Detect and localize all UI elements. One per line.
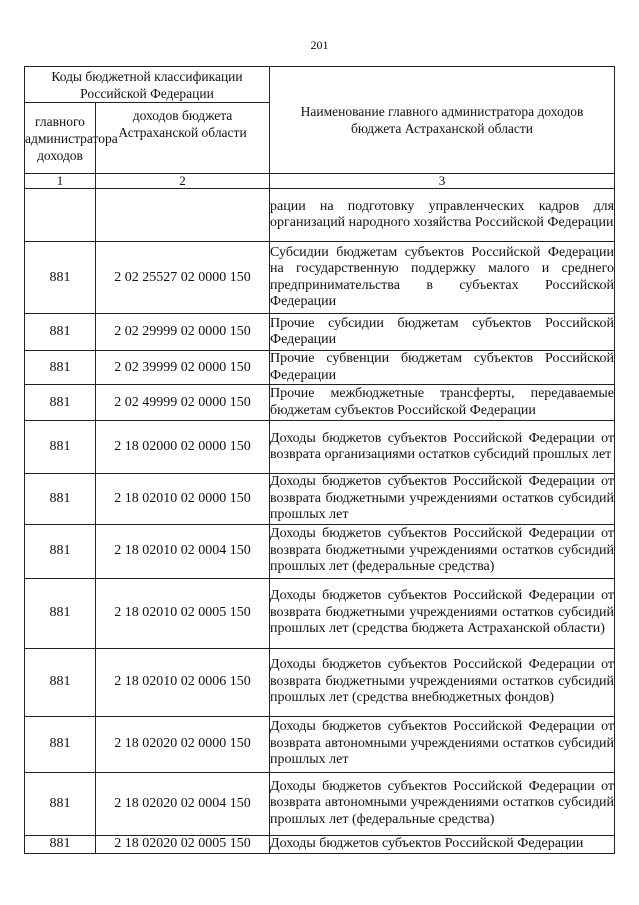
income-code-cell: 2 18 02020 02 0004 150 bbox=[96, 772, 270, 835]
income-code-cell: 2 18 02010 02 0004 150 bbox=[96, 524, 270, 578]
income-name-cell: Доходы бюджетов субъектов Российской Федерации от возврата бюджетными учреждениями остатков субсидий прошлых лет (средства внебюджетных фондов) bbox=[270, 648, 615, 716]
admin-code-cell: 881 bbox=[25, 835, 96, 853]
income-code-cell bbox=[96, 189, 270, 242]
table-row bbox=[25, 242, 615, 314]
admin-code-cell bbox=[25, 189, 96, 242]
table-row bbox=[25, 772, 615, 835]
income-name-cell: Доходы бюджетов субъектов Российской Федерации от возврата бюджетными учреждениями остатков субсидий прошлых лет (федеральные средства) bbox=[270, 524, 615, 578]
income-code-cell: 2 18 02010 02 0006 150 bbox=[96, 648, 270, 716]
income-name-cell: Доходы бюджетов субъектов Российской Федерации от возврата бюджетными учреждениями остатков субсидий прошлых лет bbox=[270, 474, 615, 522]
table-row bbox=[25, 421, 615, 474]
income-name-cell: рации на подготовку управленческих кадров для организаций народного хозяйства Российской Федерации bbox=[270, 189, 615, 242]
admin-code-cell: 881 bbox=[25, 314, 96, 351]
table-row bbox=[25, 835, 615, 853]
header-admin-column: главного администратора доходов bbox=[25, 103, 96, 174]
income-code-cell: 2 02 49999 02 0000 150 bbox=[96, 385, 270, 421]
income-name-cell: Доходы бюджетов субъектов Российской Федерации от возврата автономными учреждениями остатков субсидий прошлых лет bbox=[270, 716, 615, 772]
income-code-cell: 2 18 02020 02 0005 150 bbox=[96, 835, 270, 853]
income-code-cell: 2 18 02020 02 0000 150 bbox=[96, 716, 270, 772]
income-name-cell: Прочие межбюджетные трансферты, передаваемые бюджетам субъектов Российской Федерации bbox=[270, 385, 615, 421]
column-number-3: 3 bbox=[270, 174, 615, 189]
page-number: 201 bbox=[310, 38, 329, 52]
column-number-1: 1 bbox=[25, 174, 96, 189]
table-row bbox=[25, 474, 615, 525]
income-name-cell: Прочие субсидии бюджетам субъектов Российской Федерации bbox=[270, 314, 615, 351]
income-name-cell: Доходы бюджетов субъектов Российской Федерации bbox=[270, 835, 615, 853]
table-row bbox=[25, 189, 615, 242]
table-row bbox=[25, 351, 615, 385]
admin-code-cell: 881 bbox=[25, 421, 96, 474]
income-name-cell: Субсидии бюджетам субъектов Российской Федерации на государственную поддержку малого и среднего предпринимательства в субъектах Российской Федерации bbox=[270, 242, 615, 314]
income-name-cell: Доходы бюджетов субъектов Российской Федерации от возврата бюджетными учреждениями остатков субсидий прошлых лет (средства бюджета Астраханской области) bbox=[270, 578, 615, 648]
header-income-code-column: доходов бюджета Астраханской области bbox=[96, 103, 270, 174]
income-code-cell: 2 02 29999 02 0000 150 bbox=[96, 314, 270, 351]
admin-code-cell: 881 bbox=[25, 351, 96, 385]
column-number-2: 2 bbox=[96, 174, 270, 189]
admin-code-cell: 881 bbox=[25, 524, 96, 578]
table-row bbox=[25, 716, 615, 772]
header-codes-group: Коды бюджетной классификации Российской Федерации bbox=[25, 67, 270, 103]
income-name-cell: Прочие субвенции бюджетам субъектов Российской Федерации bbox=[270, 351, 615, 383]
table-row bbox=[25, 648, 615, 716]
budget-classification-table bbox=[24, 66, 615, 854]
admin-code-cell: 881 bbox=[25, 242, 96, 314]
admin-code-cell: 881 bbox=[25, 772, 96, 835]
income-code-cell: 2 02 25527 02 0000 150 bbox=[96, 242, 270, 314]
income-name-cell: Доходы бюджетов субъектов Российской Федерации от возврата автономными учреждениями остатков субсидий прошлых лет (федеральные средства) bbox=[270, 772, 615, 835]
income-code-cell: 2 18 02000 02 0000 150 bbox=[96, 421, 270, 474]
table-row bbox=[25, 385, 615, 421]
income-code-cell: 2 18 02010 02 0000 150 bbox=[96, 474, 270, 525]
income-name-cell: Доходы бюджетов субъектов Российской Федерации от возврата организациями остатков субсидий прошлых лет bbox=[270, 421, 615, 474]
table-row bbox=[25, 524, 615, 578]
table-row bbox=[25, 314, 615, 351]
admin-code-cell: 881 bbox=[25, 385, 96, 421]
admin-code-cell: 881 bbox=[25, 474, 96, 525]
header-name-column: Наименование главного администратора доходов бюджета Астраханской области bbox=[270, 67, 615, 174]
admin-code-cell: 881 bbox=[25, 648, 96, 716]
table-row bbox=[25, 578, 615, 648]
admin-code-cell: 881 bbox=[25, 716, 96, 772]
admin-code-cell: 881 bbox=[25, 578, 96, 648]
income-code-cell: 2 18 02010 02 0005 150 bbox=[96, 578, 270, 648]
income-code-cell: 2 02 39999 02 0000 150 bbox=[96, 351, 270, 385]
